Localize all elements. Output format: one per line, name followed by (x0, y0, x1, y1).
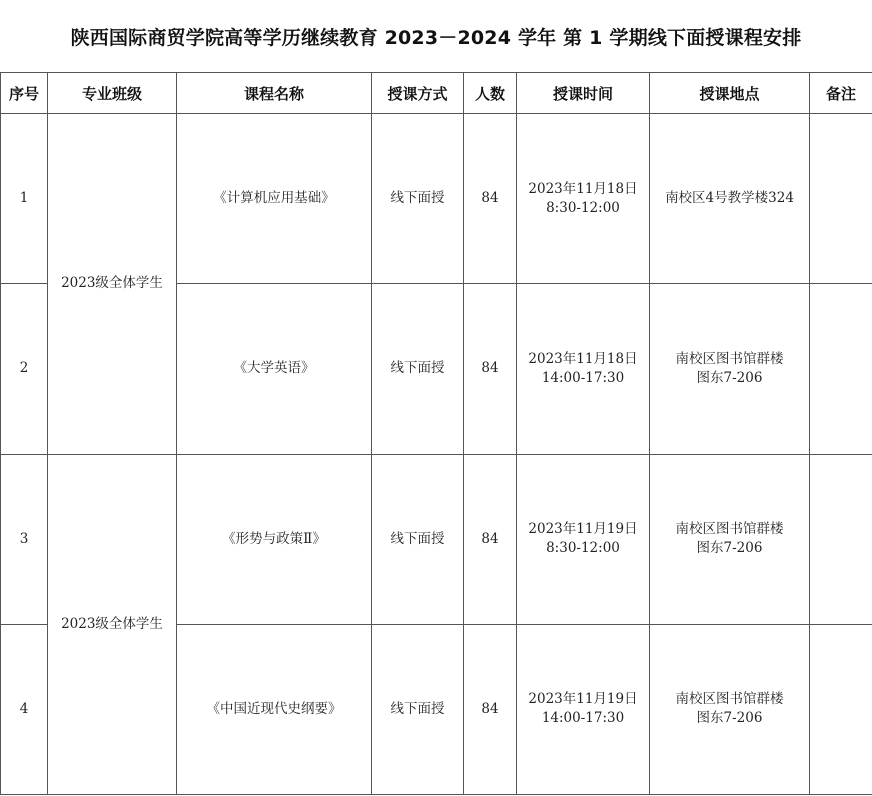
note-cell (810, 114, 872, 284)
table-row (1, 114, 872, 284)
count-cell: 84 (464, 624, 517, 794)
header-location: 授课地点 (650, 73, 810, 114)
date-text: 2023年11月18日 (528, 180, 638, 197)
class-cell: 2023级全体学生 (48, 114, 177, 455)
header-course: 课程名称 (177, 73, 372, 114)
count-cell: 84 (464, 284, 517, 454)
location-line-1: 南校区图书馆群楼 (675, 691, 784, 708)
page-title: 陕西国际商贸学院高等学历继续教育 2023－2024 学年 第 1 学期线下面授课程安排 (70, 26, 802, 49)
header-mode: 授课方式 (372, 73, 464, 114)
row-no: 1 (1, 114, 48, 284)
location-line-2: 图东7-206 (696, 710, 763, 727)
header-note: 备注 (810, 73, 872, 114)
date-text: 2023年11月18日 (528, 350, 638, 367)
note-cell (810, 454, 872, 624)
class-cell: 2023级全体学生 (48, 454, 177, 795)
location-line-1: 南校区图书馆群楼 (675, 350, 784, 367)
mode-cell: 线下面授 (372, 624, 464, 794)
header-count: 人数 (464, 73, 517, 114)
course-cell: 《中国近现代史纲要》 (177, 624, 372, 794)
time-text: 14:00-17:30 (541, 710, 625, 727)
time-cell (517, 114, 650, 284)
location-cell (650, 624, 810, 794)
time-cell (517, 454, 650, 624)
location-line-2: 图东7-206 (696, 540, 763, 557)
time-cell (517, 284, 650, 454)
row-no: 2 (1, 284, 48, 454)
time-text: 14:00-17:30 (541, 369, 625, 386)
count-cell: 84 (464, 454, 517, 624)
course-cell: 《计算机应用基础》 (177, 114, 372, 284)
header-class: 专业班级 (48, 73, 177, 114)
mode-cell: 线下面授 (372, 284, 464, 454)
course-cell: 《大学英语》 (177, 284, 372, 454)
table-header-row (1, 73, 872, 114)
location-cell (650, 284, 810, 454)
location-cell (650, 454, 810, 624)
time-text: 8:30-12:00 (546, 199, 620, 216)
time-text: 8:30-12:00 (546, 540, 620, 557)
location-line-1: 南校区图书馆群楼 (675, 521, 784, 538)
header-no: 序号 (1, 73, 48, 114)
date-text: 2023年11月19日 (528, 521, 638, 538)
note-cell (810, 624, 872, 794)
course-cell: 《形势与政策Ⅱ》 (177, 454, 372, 624)
location-line-1: 南校区4号教学楼324 (665, 190, 794, 207)
mode-cell: 线下面授 (372, 454, 464, 624)
schedule-table (0, 72, 872, 795)
date-text: 2023年11月19日 (528, 691, 638, 708)
header-time: 授课时间 (517, 73, 650, 114)
row-no: 4 (1, 624, 48, 794)
count-cell: 84 (464, 114, 517, 284)
mode-cell: 线下面授 (372, 114, 464, 284)
table-row (1, 454, 872, 624)
row-no: 3 (1, 454, 48, 624)
note-cell (810, 284, 872, 454)
time-cell (517, 624, 650, 794)
location-cell (650, 114, 810, 284)
location-line-2: 图东7-206 (696, 369, 763, 386)
